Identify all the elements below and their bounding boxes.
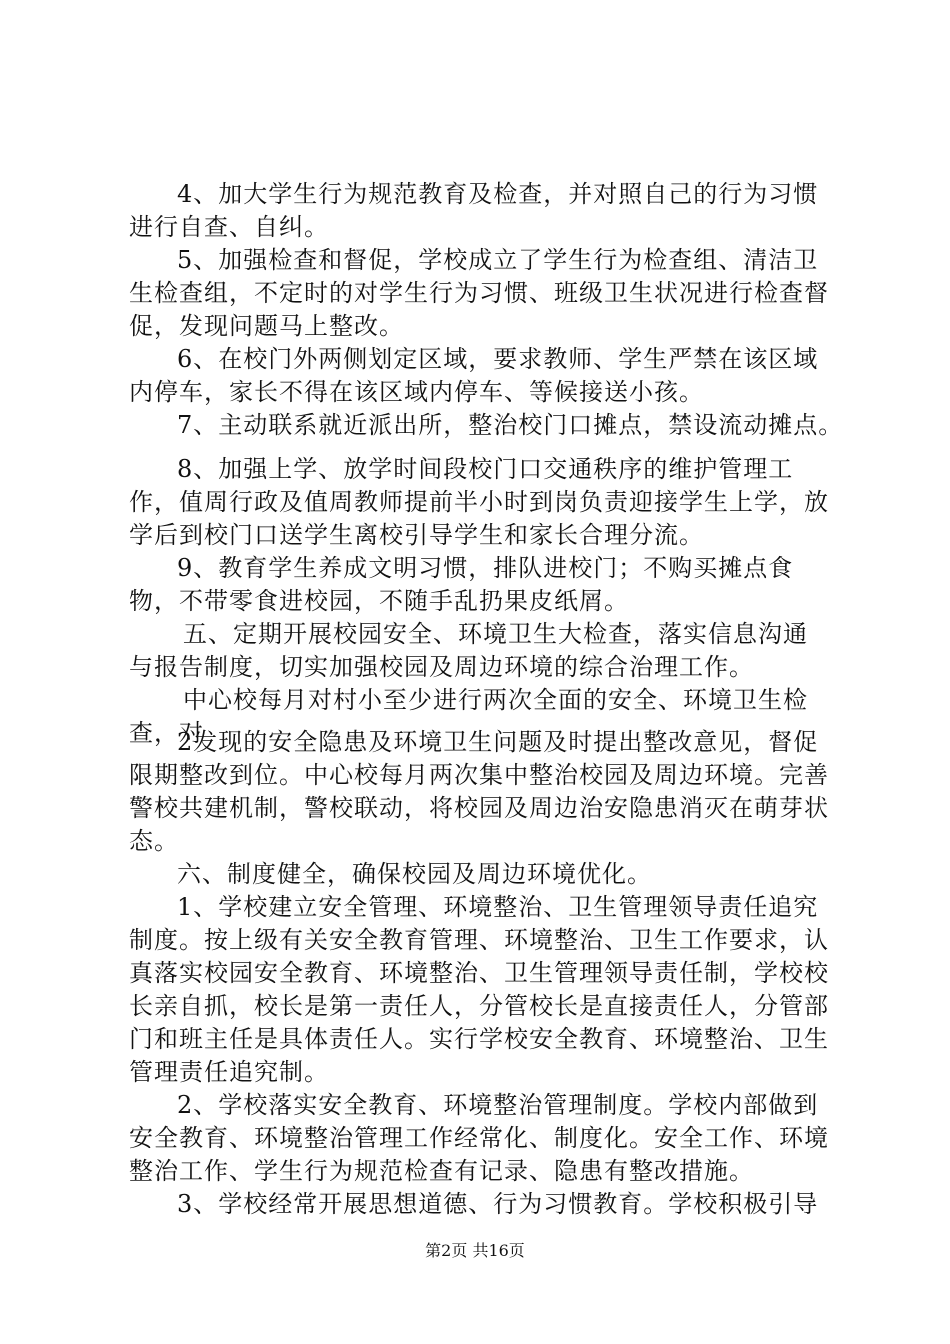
page-footer: 第2页 共16页 (425, 1241, 525, 1260)
body-text-group-1 (129, 178, 844, 442)
paragraph-rectification: 2发现的安全隐患及环境卫生问题及时提出整改意见，督促限期整改到位。中心校每月两次集中整治校园及周边环境。完善警校共建机制，警校联动，将校园及周边治安隐患消灭在萌芽状态。 (129, 728, 829, 855)
paragraph-item-7: 7、主动联系就近派出所，整治校门口摊点，禁设流动摊点。 (177, 411, 844, 439)
body-text-group-2 (129, 453, 829, 750)
paragraph-rule-2: 2、学校落实安全教育、环境整治管理制度。学校内部做到安全教育、环境整治管理工作经常化、制度化。安全工作、环境整治工作、学生行为规范检查有记录、隐患有整改措施。 (129, 1091, 829, 1185)
paragraph-rule-1: 1、学校建立安全管理、环境整治、卫生管理领导责任追究制度。按上级有关安全教育管理、环境整治、卫生工作要求，认真落实校园安全教育、环境整治、卫生管理领导责任制，学校校长亲自抓，校长是第一责任人，分管校长是直接责任人，分管部门和班主任是具体责任人。实行学校安全教育、环境整治、卫生管理责任追究制。 (129, 893, 829, 1086)
paragraph-rule-3: 3、学校经常开展思想道德、行为习惯教育。学校积极引导 (177, 1190, 819, 1218)
body-text-group-3 (129, 726, 829, 1221)
paragraph-item-8: 8、加强上学、放学时间段校门口交通秩序的维护管理工作，值周行政及值周教师提前半小时到岗负责迎接学生上学，放学后到校门口送学生离校引导学生和家长合理分流。 (129, 455, 829, 549)
paragraph-item-5: 5、加强检查和督促，学校成立了学生行为检查组、清洁卫生检查组，不定时的对学生行为习惯、班级卫生状况进行检查督促，发现问题马上整改。 (129, 246, 829, 340)
section-heading-five: 五、定期开展校园安全、环境卫生大检查，落实信息沟通与报告制度，切实加强校园及周边环境的综合治理工作。 (129, 620, 808, 681)
section-heading-six: 六、制度健全，确保校园及周边环境优化。 (177, 860, 652, 888)
paragraph-item-9: 9、教育学生养成文明习惯，排队进校门；不购买摊点食物，不带零食进校园，不随手乱扔果皮纸屑。 (129, 554, 794, 615)
paragraph-inspection: 中心校每月对村小至少进行两次全面的安全、环境卫生检查，对 (129, 686, 808, 747)
paragraph-item-6: 6、在校门外两侧划定区域，要求教师、学生严禁在该区域内停车，家长不得在该区域内停车、等候接送小孩。 (129, 345, 819, 406)
paragraph-item-4: 4、加大学生行为规范教育及检查，并对照自己的行为习惯进行自查、自纠。 (129, 180, 819, 241)
